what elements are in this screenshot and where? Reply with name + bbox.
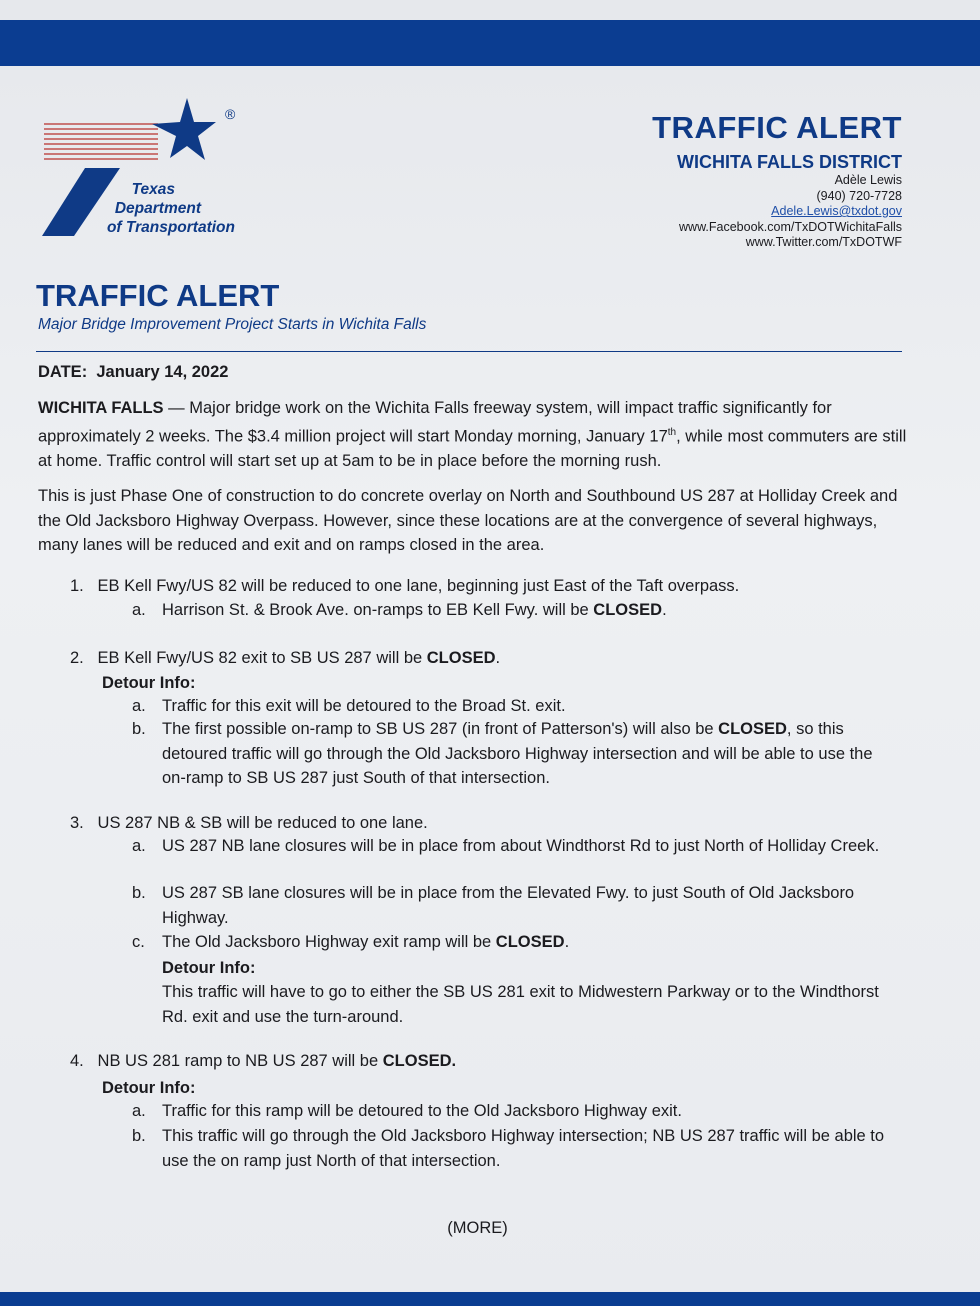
bottom-blue-bar [0, 1292, 980, 1306]
item-number: 3. [70, 814, 84, 832]
subitem-text: Traffic for this exit will be detoured to the Broad St. exit. [162, 697, 566, 715]
logo-line-3: of Transportation [106, 219, 235, 236]
list-subitem-2a [132, 694, 892, 719]
list-subitem-4b [132, 1124, 892, 1173]
list-item-3 [70, 811, 428, 836]
subitem-label: a. [132, 837, 146, 855]
subitem-text: US 287 NB lane closures will be in place from about Windthorst Rd to just North of Holliday Creek. [162, 837, 880, 855]
subitem-text-cont: , so this detoured traffic will go through the Old Jacksboro Highway intersection and will be able to use the on-ramp to SB US 287 just South of that intersection. [162, 720, 873, 787]
dateline: WICHITA FALLS [38, 399, 164, 417]
contact-email-link[interactable]: Adele.Lewis@txdot.gov [771, 204, 902, 218]
detour-info-label: Detour Info: [102, 674, 196, 692]
subitem-label: a. [132, 1102, 146, 1120]
date-value: January 14, 2022 [96, 363, 229, 381]
detour-text: This traffic will have to go to either the SB US 281 exit to Midwestern Parkway or to the Windthorst Rd. exit and use the turn-around. [162, 983, 879, 1026]
list-subitem-1a [132, 598, 892, 623]
date-line [38, 360, 228, 385]
list-item-4 [70, 1049, 456, 1074]
detour-info-label: Detour Info: [162, 958, 256, 977]
subitem-text: Traffic for this ramp will be detoured to the Old Jacksboro Highway exit. [162, 1102, 682, 1120]
registered-mark: ® [225, 106, 236, 122]
district-name: WICHITA FALLS DISTRICT [677, 152, 902, 172]
subitem-label: a. [132, 697, 146, 715]
subitem-label: a. [132, 601, 146, 619]
subitem-label: b. [132, 1127, 146, 1145]
logo-line-1: Texas [131, 181, 175, 198]
item-text: EB Kell Fwy/US 82 will be reduced to one lane, beginning just East of the Taft overpass. [97, 577, 740, 595]
closed-label: CLOSED [495, 933, 565, 951]
closed-label: CLOSED [593, 601, 663, 619]
document-subtitle: Major Bridge Improvement Project Starts in Wichita Falls [38, 316, 427, 333]
document-title: TRAFFIC ALERT [36, 278, 280, 313]
header-title: TRAFFIC ALERT [652, 110, 902, 145]
closed-label: CLOSED [426, 649, 496, 667]
subitem-label: b. [132, 720, 146, 738]
superscript: th [667, 426, 677, 438]
title-divider [36, 351, 902, 352]
logo-line-2: Department [114, 200, 201, 217]
list-subitem-4a [132, 1099, 892, 1124]
paragraph-2: This is just Phase One of construction to do concrete overlay on North and Southbound US 287 at Holliday Creek and the Old Jacksboro Highway Overpass. However, since these locations are at the convergence of several highways, many lanes will be reduced and exit and on ramps closed in the area. [38, 487, 898, 554]
twitter-url: www.Twitter.com/TxDOTWF [745, 235, 902, 249]
item-number: 2. [70, 649, 84, 667]
list-subitem-3b [132, 881, 892, 930]
list-item-2 [70, 646, 500, 671]
subitem-text: US 287 SB lane closures will be in place from the Elevated Fwy. to just South of Old Jacksboro Highway. [162, 884, 855, 927]
list-item-1 [70, 574, 739, 599]
contact-phone: (940) 720-7728 [816, 188, 902, 203]
txdot-logo [40, 92, 240, 242]
closed-label: CLOSED [718, 720, 787, 738]
paragraph-1-text: — Major bridge work on the Wichita Falls freeway system, will impact traffic significantly for approximately 2 weeks. The $3.4 million project will start Monday morning, January 17 [38, 399, 832, 445]
item-text: NB US 281 ramp to NB US 287 will be [97, 1052, 383, 1070]
item-number: 4. [70, 1052, 84, 1070]
top-blue-bar [0, 20, 980, 66]
date-label: DATE: [38, 363, 88, 381]
punct: . [564, 933, 570, 951]
paragraph-1-end: , while most commuters are still at home. Traffic control will start set up at 5am to be in place before the morning rush. [38, 427, 907, 470]
detour-info-label: Detour Info: [102, 1079, 196, 1097]
item-text: EB Kell Fwy/US 82 exit to SB US 287 will be [97, 649, 427, 667]
punct: . [495, 649, 501, 667]
list-subitem-3c [132, 930, 892, 1029]
punct: . [662, 601, 667, 619]
item-text: US 287 NB & SB will be reduced to one lane. [97, 814, 428, 832]
subitem-text: This traffic will go through the Old Jacksboro Highway intersection; NB US 287 traffic will be able to use the on ramp just North of that intersection. [162, 1127, 885, 1170]
facebook-url: www.Facebook.com/TxDOTWichitaFalls [679, 219, 902, 234]
subitem-text: Harrison St. & Brook Ave. on-ramps to EB Kell Fwy. will be [162, 601, 594, 619]
item-number: 1. [70, 577, 84, 595]
list-subitem-2b [132, 717, 892, 791]
subitem-text: The Old Jacksboro Highway exit ramp will be [162, 933, 496, 951]
contact-name: Adèle Lewis [834, 173, 902, 187]
more-indicator: (MORE) [447, 1219, 508, 1237]
paragraph-1 [38, 396, 908, 473]
header-contact [652, 110, 902, 251]
subitem-label: b. [132, 884, 146, 902]
subitem-text: The first possible on-ramp to SB US 287 (in front of Patterson's) will also be [162, 720, 719, 738]
closed-label: CLOSED. [382, 1052, 457, 1070]
list-subitem-3a [132, 834, 892, 859]
subitem-label: c. [132, 933, 145, 951]
